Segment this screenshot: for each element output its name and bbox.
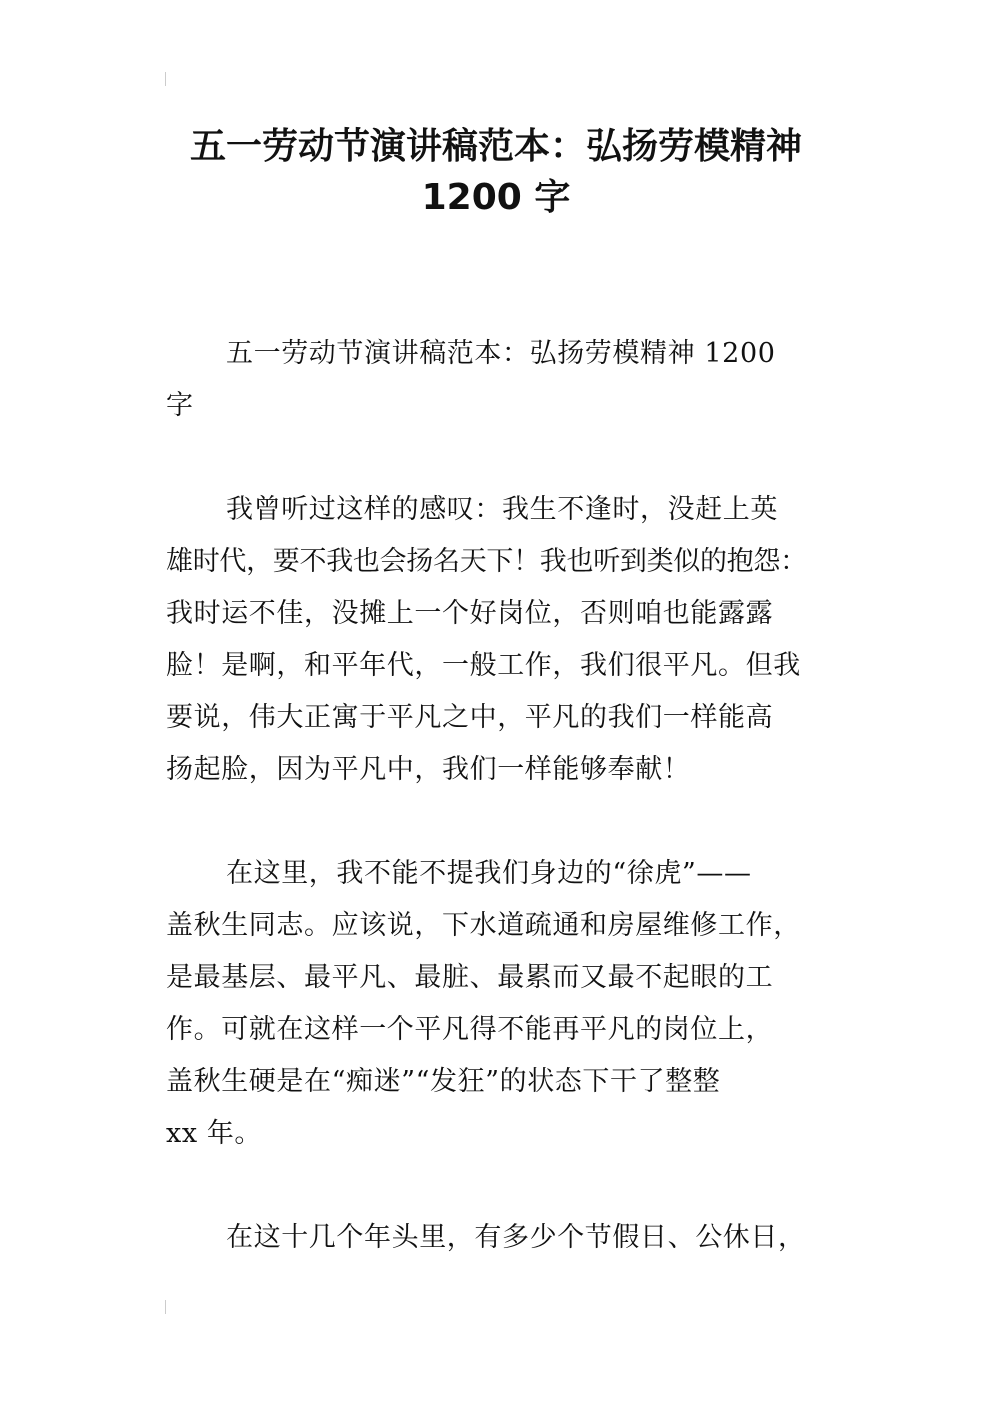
text-line: 在这里，我不能不提我们身边的“徐虎”—— bbox=[226, 858, 752, 889]
text-line: 我曾听过这样的感叹：我生不逢时，没赶上英 bbox=[226, 494, 778, 525]
text-line: xx 年。 bbox=[166, 1118, 263, 1149]
text-line: 我时运不佳，没摊上一个好岗位，否则咱也能露露 bbox=[166, 598, 774, 629]
page-corner-mark bbox=[165, 72, 166, 86]
document-title-line-1: 五一劳动节演讲稿范本：弘扬劳模精神 bbox=[189, 126, 802, 167]
text-line: 在这十几个年头里，有多少个节假日、公休日， bbox=[226, 1222, 806, 1253]
text-line: 脸！是啊，和平年代，一般工作，我们很平凡。但我 bbox=[166, 650, 801, 681]
page-corner-mark bbox=[165, 1300, 166, 1314]
document-title-line-2: 1200 字 bbox=[421, 177, 571, 218]
text-line: 是最基层、最平凡、最脏、最累而又最不起眼的工 bbox=[166, 962, 774, 993]
text-line: 雄时代，要不我也会扬名天下！我也听到类似的抱怨： bbox=[166, 546, 807, 577]
text-line: 要说，伟大正寓于平凡之中，平凡的我们一样能高 bbox=[166, 702, 774, 733]
text-line: 扬起脸，因为平凡中，我们一样能够奉献！ bbox=[166, 754, 691, 785]
text-line: 作。可就在这样一个平凡得不能再平凡的岗位上， bbox=[166, 1014, 774, 1045]
text-line: 字 bbox=[166, 390, 194, 421]
text-line: 盖秋生同志。应该说，下水道疏通和房屋维修工作， bbox=[166, 910, 801, 941]
text-line: 盖秋生硬是在“痴迷”“发狂”的状态下干了整整 bbox=[166, 1066, 721, 1097]
text-line: 五一劳动节演讲稿范本：弘扬劳模精神 1200 bbox=[226, 338, 776, 369]
